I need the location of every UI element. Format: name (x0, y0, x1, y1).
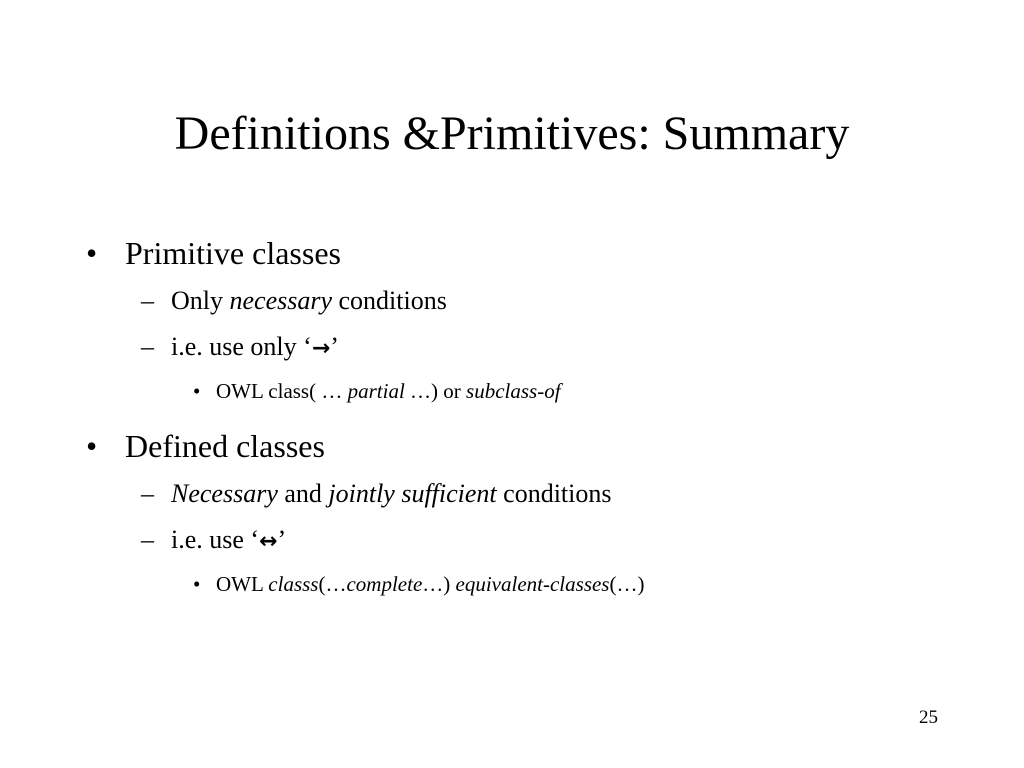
bullet-marker: • (86, 428, 98, 464)
page-number: 25 (919, 707, 938, 728)
emphasis-necessary: Necessary (171, 479, 278, 508)
sub-bullet-text: Only necessary conditions (171, 286, 447, 315)
double-arrow-icon: ↔ (259, 529, 278, 554)
sub-bullet-text: Necessary and jointly sufficient conditions (171, 479, 612, 508)
right-arrow-icon: → (311, 336, 331, 361)
dash-marker: – (141, 332, 154, 361)
sub-sub-bullet-text: OWL classs(…complete…) equivalent-classes(…) (216, 572, 645, 596)
dash-marker: – (141, 525, 154, 554)
sub-bullet-text: i.e. use only ‘→’ (171, 332, 339, 361)
slide-title: Definitions &Primitives: Summary (174, 107, 850, 160)
bullet-marker: • (86, 235, 98, 271)
emphasis-complete: complete (346, 572, 423, 596)
bullet-text: Primitive classes (125, 235, 341, 271)
dash-marker: – (141, 286, 154, 315)
emphasis-partial: partial (347, 379, 405, 403)
emphasis-jointly-sufficient: jointly sufficient (328, 479, 497, 508)
dash-marker: – (141, 479, 154, 508)
emphasis-necessary: necessary (229, 286, 333, 315)
emphasis-classs: classs (268, 572, 319, 596)
bullet-text: Defined classes (125, 428, 325, 464)
bullet-marker: • (193, 379, 201, 403)
bullet-marker: • (193, 572, 201, 596)
sub-sub-bullet-text: OWL class( … partial …) or subclass-of (216, 379, 561, 403)
sub-bullet-text: i.e. use ‘↔’ (171, 525, 287, 554)
emphasis-equivalent-classes: equivalent-classes (455, 572, 610, 596)
emphasis-subclass-of: subclass-of (466, 379, 561, 403)
